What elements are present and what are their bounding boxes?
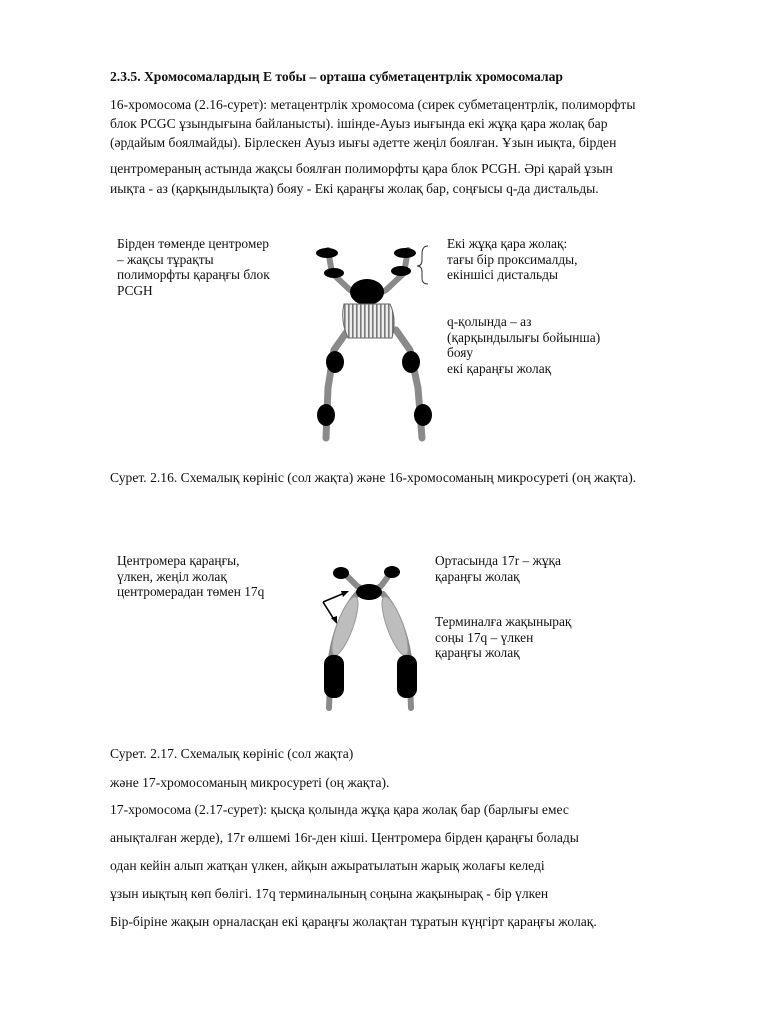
fig17-caption-line-2: және 17-хромосоманың микросуреті (оң жақта). [110,775,390,790]
fig17-caption-line-1: Сурет. 2.17. Схемалық көрініс (сол жақта) [110,746,354,761]
fig16-brace [417,246,428,284]
fig16-band-p-right-2 [391,266,411,276]
fig16-caption: Сурет. 2.16. Схемалық көрініс (сол жақта) және 16-хромосоманың микросуреті (оң жақта). [110,470,637,485]
paragraph-17-line-5: Бір-біріне жақын орналасқан екі қараңғы жолақтан тұратын күңгірт қараңғы жолақ. [110,914,597,929]
fig17-terminal-band-right [397,655,417,698]
paragraph-16-line-2: блок PCGC ұзындығына байланысты). ішінде-Ауыз иығында екі жұқа қара жолақ бар [110,116,608,131]
chromosome-16-diagram [300,238,450,443]
paragraph-17-line-2: анықталған жерде), 17r өлшемі 16r-ден кіші. Центромера бірден қараңғы болады [110,830,579,845]
fig17-band-p-right [384,566,400,578]
fig17-right-top-label: Ортасында 17r – жұқа қараңғы жолақ [435,553,561,584]
fig16-band-q-left-1 [326,351,344,373]
fig16-centromere [350,279,384,305]
fig16-left-label: Бірден төменде центромер – жақсы тұрақты полиморфты қараңғы блок PCGH [117,236,270,298]
fig16-right-top-label: Екі жұқа қара жолақ: тағы бір проксималды, екіншісі дистальды [447,236,578,283]
paragraph-16-line-4: центромераның астында жақсы боялған полиморфты қара блок PCGH. Әрі қарай ұзын [110,161,613,176]
fig17-right-bottom-label: Терминалға жақынырақ соңы 17q – үлкен қараңғы жолақ [435,614,572,661]
fig16-band-q-right-2 [414,404,432,426]
paragraph-16-line-1: 16-хромосома (2.16-сурет): метацентрлік хромосома (сирек субметацентрлік, полиморфты [110,97,636,112]
fig16-pcgh-block [343,304,394,338]
fig16-band-q-left-2 [317,404,335,426]
paragraph-17-line-1: 17-хромосома (2.17-сурет): қысқа қолында жұқа қара жолақ бар (барлығы емес [110,802,569,817]
fig16-band-p-left-2 [324,268,344,278]
chromosome-17-diagram [315,558,430,718]
fig17-arrowhead-1 [341,591,349,597]
fig17-light-band-left [327,594,363,658]
fig17-terminal-band-left [324,655,344,698]
fig16-band-q-right-1 [402,351,420,373]
fig16-right-bottom-label: q-қолында – аз (қарқындылығы бойынша) бояу екі қараңғы жолақ [447,314,601,376]
paragraph-17-line-3: одан кейін алып жатқан үлкен, айқын ажыратылатын жарық жолағы келеді [110,858,545,873]
fig17-light-band-right [377,594,413,658]
fig17-band-p-left [333,567,349,579]
fig16-band-p-right-1 [394,248,416,258]
paragraph-16-line-3: (әрдайым боялмайды). Бірлескен Ауыз иығы әдетте жеңіл боялған. Ұзын иықта, бірден [110,135,617,150]
paragraph-16-line-5: иықта - аз (қарқындылықта) бояу - Екі қараңғы жолақ бар, соңғысы q-да дистальды. [110,181,599,196]
section-heading: 2.3.5. Хромосомалардың E тобы – орташа субметацентрлік хромосомалар [110,69,563,84]
fig17-left-label: Центромера қараңғы, үлкен, жеңіл жолақ центромерадан төмен 17q [117,553,265,600]
fig17-centromere [356,584,382,600]
paragraph-17-line-4: ұзын иықтың көп бөлігі. 17q терминалының соңына жақынырақ - бір үлкен [110,886,549,901]
fig16-band-p-left-1 [316,248,338,258]
